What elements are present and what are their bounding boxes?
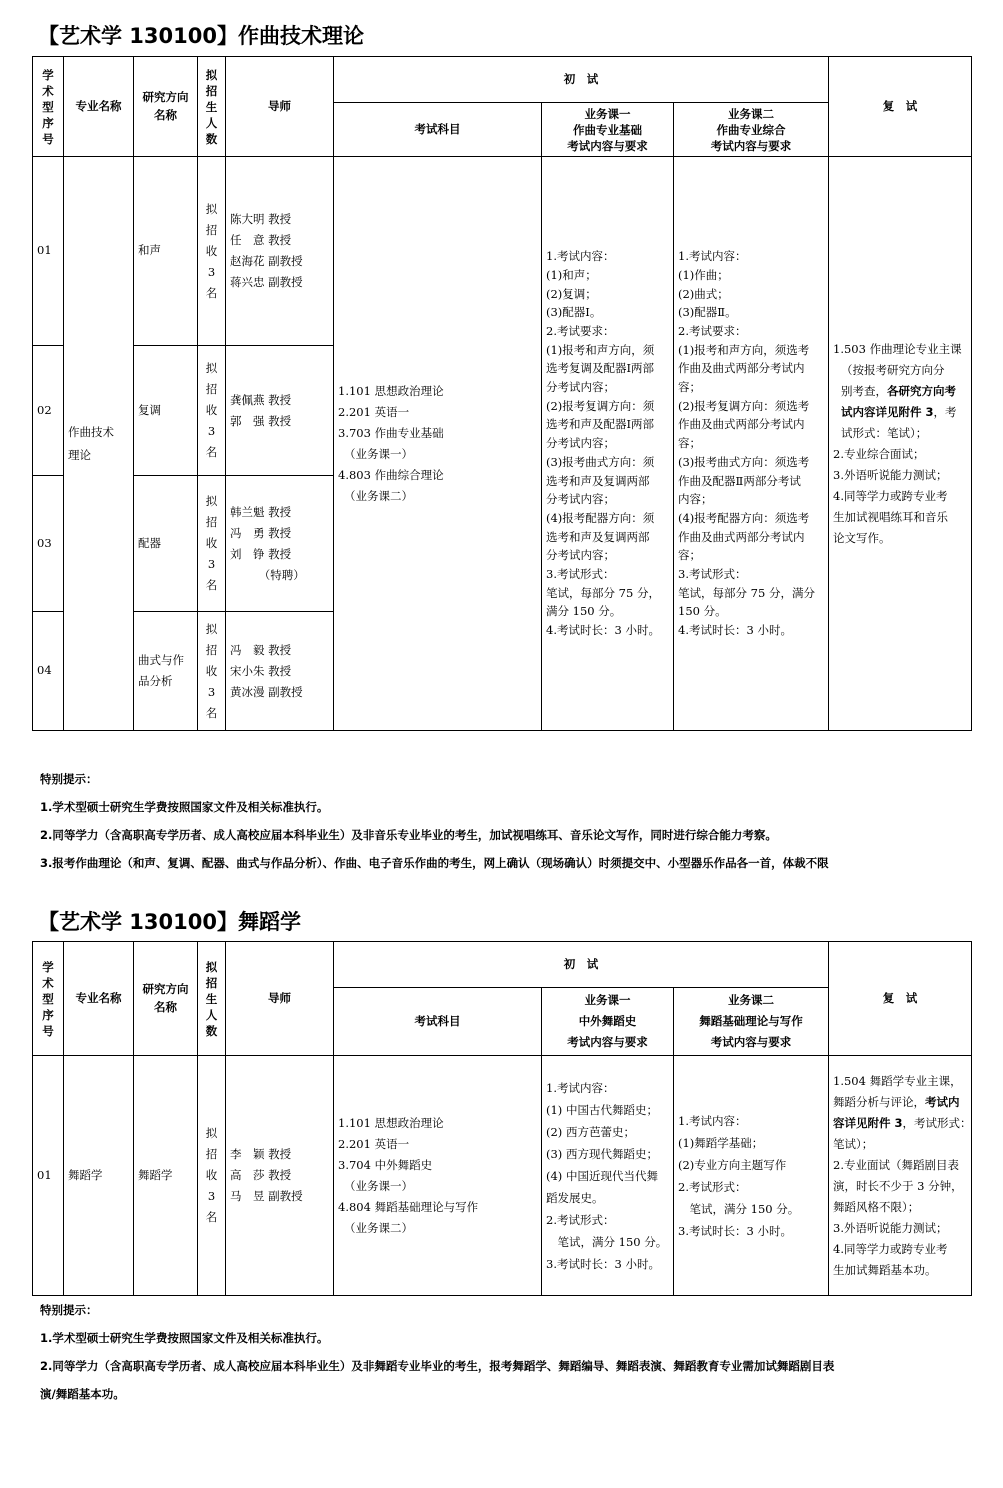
course2-content: 1.考试内容： (1)舞蹈学基础； (2)专业方向主题写作 2.考试形式： 笔试，满分 150 分。 3.考试时长：3 小时。 [674,1056,829,1296]
row-quota: 拟 招 收 3 名 [198,476,226,612]
header-retest: 复 试 [829,942,972,1056]
course2-content: 1.考试内容： (1)作曲； (2)曲式； (3)配器Ⅱ。 2.考试要求： (1)报考和声方向，须选考 作曲及曲式两部分考试内 容； (2)报考复调方向：须选考 作曲及曲式两部分考试内 容； (3)报考曲式方向：须选考 作曲及配器Ⅱ两部分考试 内容； (4)报考配器方向：须选考 作曲及曲式两部分考试内 容； 3.考试形式： 笔试，每部分 75 分，满分 150 分。 4.考试时长：3 小时。 [674,157,829,731]
row-advisors: 李 颖 教授 高 莎 教授 马 昱 副教授 [226,1056,334,1296]
course1-content: 1.考试内容： (1) 中国古代舞蹈史； (2) 西方芭蕾史； (3) 西方现代舞蹈史； (4) 中国近现代当代舞 蹈发展史。 2.考试形式： 笔试，满分 150 分。 3.考试时长：3 小时。 [542,1056,674,1296]
header-advisor: 导师 [226,942,334,1056]
section1-title: 【艺术学 130100】作曲技术理论 [38,24,364,48]
header-direction: 研究方向 名称 [134,942,198,1056]
header-prelim: 初 试 [334,942,829,988]
note-item: 1.学术型硕士研究生学费按照国家文件及相关标准执行。 [40,800,329,814]
note-item: 2.同等学力（含高职高专学历者、成人高校应届本科毕业生）及非音乐专业毕业的考生，加试视唱练耳、音乐论文写作，同时进行综合能力考察。 [40,828,777,842]
row-direction: 配器 [134,476,198,612]
header-subjects: 考试科目 [334,103,542,157]
header-subjects: 考试科目 [334,988,542,1056]
header-course2: 业务课二 舞蹈基础理论与写作 考试内容与要求 [674,988,829,1056]
row-seq: 01 [33,1056,64,1296]
row-quota: 拟 招 收 3 名 [198,346,226,476]
section1-table [32,56,972,731]
row-direction: 舞蹈学 [134,1056,198,1296]
row-advisors: 龚佩燕 教授 郭 强 教授 [226,346,334,476]
header-quota: 拟 招 生 人 数 [198,57,226,157]
header-course1: 业务课一 中外舞蹈史 考试内容与要求 [542,988,674,1056]
row-quota: 拟 招 收 3 名 [198,1056,226,1296]
row-seq: 02 [33,346,64,476]
note-item: 演/舞蹈基本功。 [40,1387,125,1401]
row-direction: 曲式与作 品分析 [134,612,198,731]
notes-heading: 特别提示： [40,772,98,786]
header-course1: 业务课一 作曲专业基础 考试内容与要求 [542,103,674,157]
header-seq: 学 术 型 序 号 [33,942,64,1056]
exam-subjects: 1.101 思想政治理论 2.201 英语一 3.703 作曲专业基础 （业务课一） 4.803 作曲综合理论 （业务课二） [334,157,542,731]
section2-notes [40,1296,1003,1408]
row-advisors: 冯 毅 教授 宋小朱 教授 黄冰漫 副教授 [226,612,334,731]
row-seq: 01 [33,157,64,346]
section2-table [32,941,972,1296]
header-major: 专业名称 [64,942,134,1056]
notes-heading: 特别提示： [40,1303,98,1317]
header-course2: 业务课二 作曲专业综合 考试内容与要求 [674,103,829,157]
row-advisors: 韩兰魁 教授 冯 勇 教授 刘 铮 教授 （特聘） [226,476,334,612]
course1-content: 1.考试内容： (1)和声； (2)复调； (3)配器Ⅰ。 2.考试要求： (1)报考和声方向，须 选考复调及配器Ⅰ两部 分考试内容； (2)报考复调方向：须 选考和声及配器Ⅰ两部 分考试内容； (3)报考曲式方向：须 选考和声及复调两部 分考试内容； (4)报考配器方向：须 选考和声及复调两部 分考试内容； 3.考试形式： 笔试，每部分 75 分， 满分 150 分。 4.考试时长：3 小时。 [542,157,674,731]
row-quota: 拟 招 收 3 名 [198,157,226,346]
note-item: 2.同等学力（含高职高专学历者、成人高校应届本科毕业生）及非舞蹈专业毕业的考生，报考舞蹈学、舞蹈编导、舞蹈表演、舞蹈教育专业需加试舞蹈剧目表 [40,1359,835,1373]
section2-title: 【艺术学 130100】舞蹈学 [38,910,301,934]
row-seq: 03 [33,476,64,612]
header-direction: 研究方向 名称 [134,57,198,157]
row-seq: 04 [33,612,64,731]
header-major: 专业名称 [64,57,134,157]
note-item: 1.学术型硕士研究生学费按照国家文件及相关标准执行。 [40,1331,329,1345]
row-direction: 和声 [134,157,198,346]
major-name: 舞蹈学 [64,1056,134,1296]
section1-notes [40,765,1003,877]
retest-content: 1.504 舞蹈学专业主课， 舞蹈分析与评论，考试内 容详见附件 3，考试形式： 笔试）； 2.专业面试（舞蹈剧目表 演，时长不少于 3 分钟， 舞蹈风格不限）； 3.外语听说能力测试； 4.同等学力或跨专业考 生加试舞蹈基本功。 [829,1056,972,1296]
exam-subjects: 1.101 思想政治理论 2.201 英语一 3.704 中外舞蹈史 （业务课一） 4.804 舞蹈基础理论与写作 （业务课二） [334,1056,542,1296]
row-direction: 复调 [134,346,198,476]
header-quota: 拟 招 生 人 数 [198,942,226,1056]
header-seq: 学 术 型 序 号 [33,57,64,157]
header-prelim: 初 试 [334,57,829,103]
row-advisors: 陈大明 教授 任 意 教授 赵海花 副教授 蒋兴忠 副教授 [226,157,334,346]
header-retest: 复 试 [829,57,972,157]
retest-content: 1.503 作曲理论专业主课 （按报考研究方向分 别考查，各研究方向考 试内容详见附件 3，考 试形式：笔试）； 2.专业综合面试； 3.外语听说能力测试； 4.同等学力或跨专业考 生加试视唱练耳和音乐 论文写作。 [829,157,972,731]
note-item: 3.报考作曲理论（和声、复调、配器、曲式与作品分析）、作曲、电子音乐作曲的考生，网上确认（现场确认）时须提交中、小型器乐作品各一首，体裁不限 [40,856,829,870]
header-advisor: 导师 [226,57,334,157]
row-quota: 拟 招 收 3 名 [198,612,226,731]
major-name: 作曲技术 理论 [64,157,134,731]
